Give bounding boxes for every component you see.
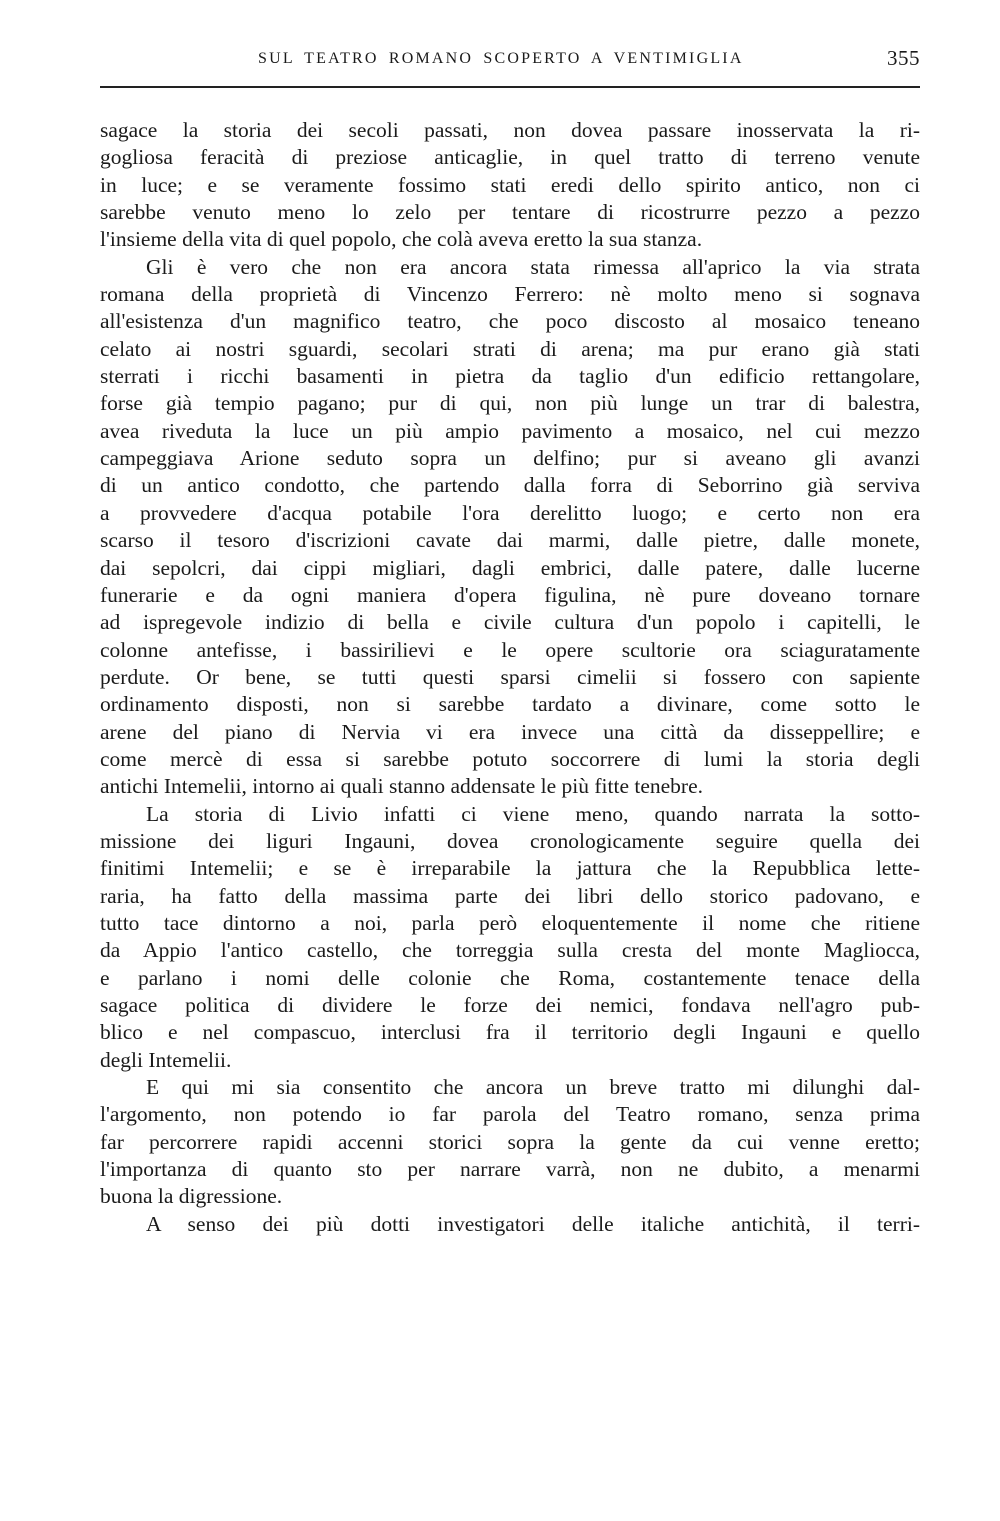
text-line: finitimi Intemelii; e se è irreparabile la jattura che la Repubblica lette- [100, 856, 920, 881]
text-line: arene del piano di Nervia vi era invece una città da disseppellire; e [100, 719, 920, 744]
running-title: SUL TEATRO ROMANO SCOPERTO A VENTIMIGLIA [258, 50, 744, 67]
text-line: forse già tempio pagano; pur di qui, non più lunge un trar di balestra, [100, 391, 920, 416]
text-line: celato ai nostri sguardi, secolari strati di arena; ma pur erano già stati [100, 336, 920, 361]
text-line: La storia di Livio infatti ci viene meno, quando narrata la sotto- [146, 801, 920, 826]
text-line: scarso il tesoro d'iscrizioni cavate dai marmi, dalle pietre, dalle monete, [100, 528, 920, 553]
text-line: Gli è vero che non era ancora stata rimessa all'aprico la via strata [146, 254, 920, 279]
text-line: colonne antefisse, i bassirilievi e le opere scultorie ora sciaguratamente [100, 637, 920, 662]
text-line: missione dei liguri Ingauni, dovea cronologicamente seguire quella dei [100, 828, 920, 853]
text-line: ordinamento disposti, non si sarebbe tardato a divinare, come sotto le [100, 692, 920, 717]
text-line: blico e nel compascuo, interclusi fra il territorio degli Ingauni e quello [100, 1020, 920, 1045]
text-line: l'argomento, non potendo io far parola del Teatro romano, senza prima [100, 1102, 920, 1127]
text-line: a provvedere d'acqua potabile l'ora derelitto luogo; e certo non era [100, 500, 920, 525]
text-line: tutto tace dintorno a noi, parla però eloquentemente il nome che ritiene [100, 910, 920, 935]
text-line: raria, ha fatto della massima parte dei libri dello storico padovano, e [100, 883, 920, 908]
text-line: campeggiava Arione seduto sopra un delfino; pur si aveano gli avanzi [100, 446, 920, 471]
text-line: A senso dei più dotti investigatori delle italiche antichità, il terri- [146, 1211, 920, 1236]
text-line: ad ispregevole indizio di bella e civile cultura d'un popolo i capitelli, le [100, 610, 920, 635]
text-line: romana della proprietà di Vincenzo Ferrero: nè molto meno si sognava [100, 282, 920, 307]
body-text [100, 117, 920, 1238]
text-line: da Appio l'antico castello, che torreggia sulla cresta del monte Magliocca, [100, 938, 920, 963]
text-line: gogliosa feracità di preziose anticaglie, in quel tratto di terreno venute [100, 145, 920, 170]
text-line: sagace politica di dividere le forze dei nemici, fondava nell'agro pub- [100, 993, 920, 1017]
text-line: avea riveduta la luce un più ampio pavimento a mosaico, nel cui mezzo [100, 418, 920, 443]
text-line: sterrati i ricchi basamenti in pietra da taglio d'un edificio rettangolare, [100, 364, 920, 389]
header-rule [100, 86, 920, 88]
text-line: funerarie e da ogni maniera d'opera figulina, nè pure doveano tornare [100, 582, 920, 607]
text-line: perdute. Or bene, se tutti questi sparsi cimelii si fossero con sapiente [100, 664, 920, 689]
text-line: l'insieme della vita di quel popolo, che colà aveva eretto la sua stanza. [100, 227, 703, 252]
text-line: all'esistenza d'un magnifico teatro, che poco discosto al mosaico teneano [100, 309, 920, 334]
text-line: come mercè di essa si sarebbe potuto soccorrere di lumi la storia degli [100, 746, 920, 771]
text-line: dai sepolcri, dai cippi migliari, dagli embrici, dalle patere, dalle lucerne [100, 555, 920, 580]
text-line: buona la digressione. [100, 1184, 283, 1209]
text-line: far percorrere rapidi accenni storici sopra la gente da cui venne eretto; [100, 1129, 920, 1154]
text-line: degli Intemelii. [100, 1047, 232, 1072]
text-line: sagace la storia dei secoli passati, non dovea passare inosservata la ri- [100, 118, 920, 142]
text-line: di un antico condotto, che partendo dalla forra di Seborrino già serviva [100, 473, 920, 498]
text-line: antichi Intemelii, intorno ai quali stanno addensate le più fitte tenebre. [100, 774, 703, 799]
text-line: sarebbe venuto meno lo zelo per tentare di ricostrurre pezzo a pezzo [100, 200, 920, 225]
text-line: e parlano i nomi delle colonie che Roma, costantemente tenace della [100, 965, 920, 990]
text-line: l'importanza di quanto sto per narrare varrà, non ne dubito, a menarmi [100, 1157, 920, 1182]
running-head [100, 46, 920, 74]
text-line: in luce; e se veramente fossimo stati eredi dello spirito antico, non ci [100, 172, 920, 197]
page-number: 355 [887, 46, 920, 70]
text-line: E qui mi sia consentito che ancora un breve tratto mi dilunghi dal- [146, 1075, 920, 1100]
